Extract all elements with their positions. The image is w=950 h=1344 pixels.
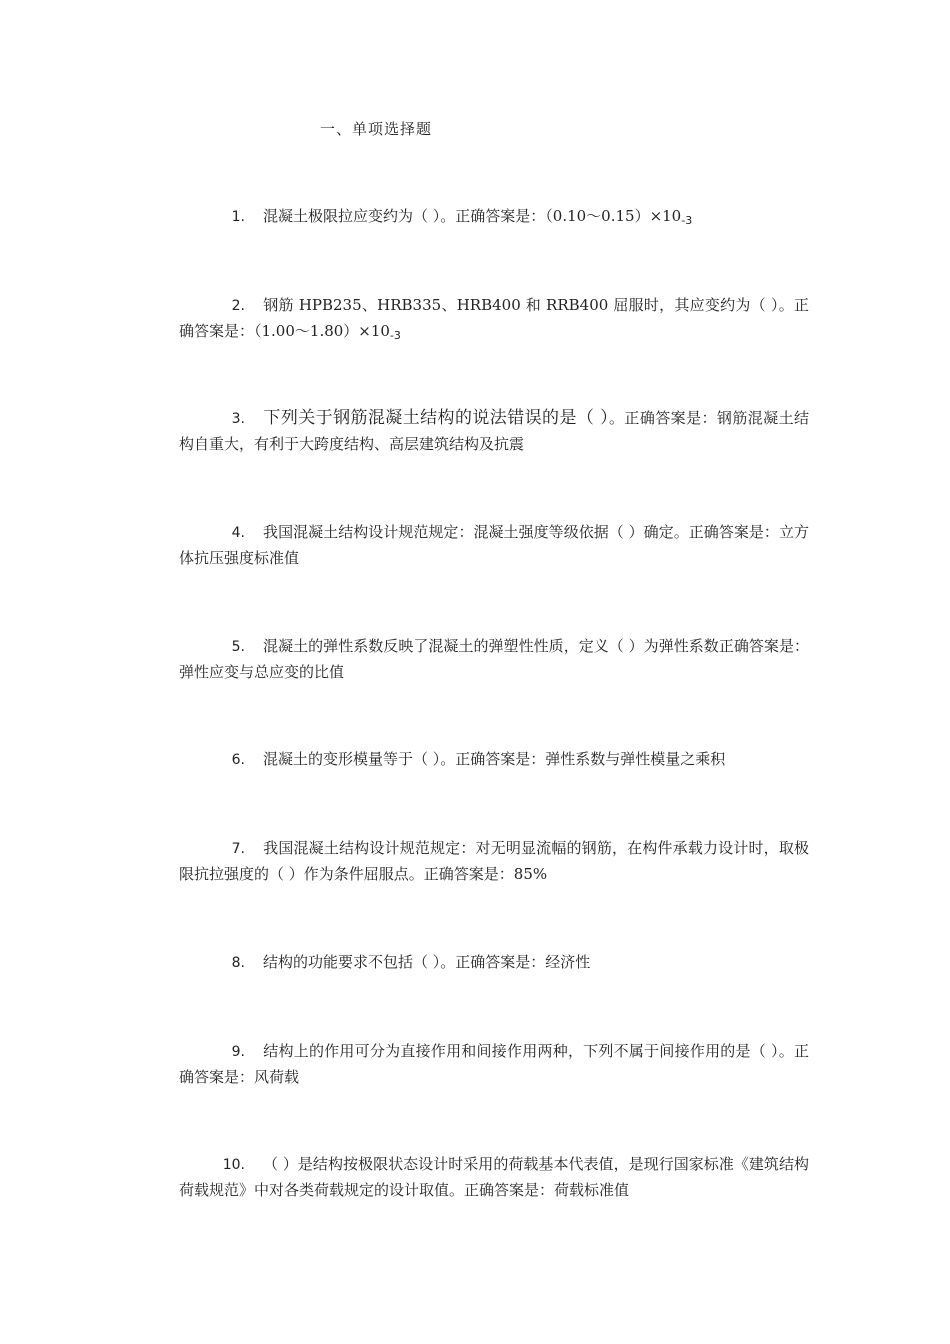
question-text: 。正确答案是：钢筋混凝土结构自重大，有利于大跨度结构、高层建筑结构及抗震: [179, 409, 809, 453]
question-5: [179, 634, 809, 685]
exponent: -3: [681, 214, 693, 227]
question-number: 5.: [231, 639, 245, 655]
question-9: [179, 1039, 809, 1090]
question-7: [179, 836, 809, 887]
question-number: 6.: [231, 752, 245, 768]
question-number: 9.: [231, 1044, 245, 1060]
section-title: 一、单项选择题: [320, 120, 433, 138]
question-6: [179, 747, 809, 773]
question-number: 7.: [231, 841, 245, 857]
question-number: 1.: [231, 209, 245, 225]
question-text: 我国混凝土结构设计规范规定：对无明显流幅的钢筋，在构件承载力设计时，取极限抗拉强度的（ ）作为条件屈服点。正确答案是：85%: [179, 839, 809, 883]
question-text: 钢筋 HPB235、HRB335、HRB400 和 RRB400 屈服时，其应变约为（ ）。正确答案是：（1.00～1.80）×10: [179, 296, 809, 340]
question-10: [179, 1152, 809, 1203]
question-4: [179, 520, 809, 571]
question-number: 10.: [222, 1157, 245, 1173]
question-2: [179, 293, 809, 348]
question-text: 混凝土的变形模量等于（ ）。正确答案是：弹性系数与弹性模量之乘积: [263, 750, 726, 768]
question-text: 混凝土极限拉应变约为（ ）。正确答案是：（0.10～0.15）×10: [263, 207, 682, 225]
question-text: 结构上的作用可分为直接作用和间接作用两种，下列不属于间接作用的是（ ）。正确答案是：风荷载: [179, 1042, 809, 1086]
question-text: （ ）是结构按极限状态设计时采用的荷载基本代表值，是现行国家标准《建筑结构荷载规范》中对各类荷载规定的设计取值。正确答案是：荷载标准值: [179, 1155, 809, 1199]
question-number: 2.: [231, 298, 245, 314]
question-number: 4.: [231, 525, 245, 541]
question-text: 结构的功能要求不包括（ ）。正确答案是：经济性: [263, 953, 591, 971]
exponent: -3: [389, 329, 401, 342]
question-text: 混凝土的弹性系数反映了混凝土的弹塑性性质，定义（ ）为弹性系数正确答案是：弹性应变与总应变的比值: [179, 637, 809, 681]
question-number: 8.: [231, 955, 245, 971]
question-number: 3.: [231, 411, 245, 427]
question-8: [179, 950, 809, 976]
question-text: 我国混凝土结构设计规范规定：混凝土强度等级依据（ ）确定。正确答案是：立方体抗压强度标准值: [179, 523, 809, 567]
question-text-lead: 下列关于钢筋混凝土结构的说法错误的是（ ）: [263, 408, 610, 428]
question-3: [179, 406, 809, 457]
question-1: [179, 204, 809, 233]
